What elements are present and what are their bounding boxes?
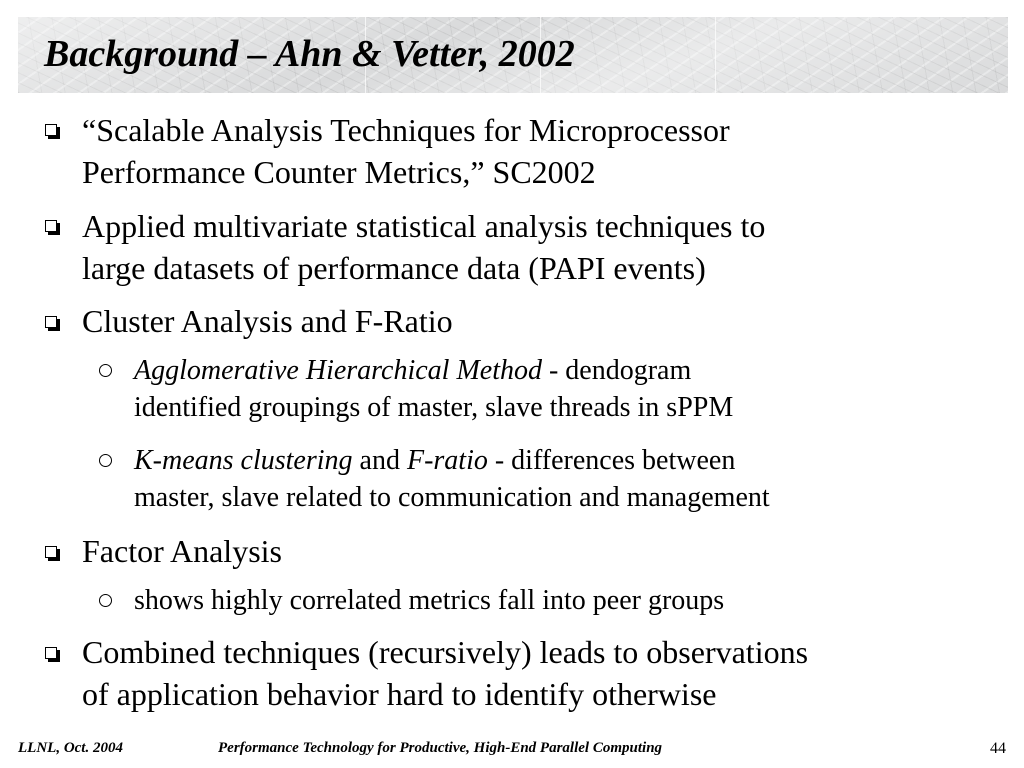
sub-bullet-text: - dendogram bbox=[541, 355, 692, 386]
page-number: 44 bbox=[990, 740, 1006, 757]
bullet-text: “Scalable Analysis Techniques for Microprocessor bbox=[82, 112, 730, 148]
method-name: K-means clustering bbox=[134, 445, 353, 476]
footer-center: Performance Technology for Productive, High-End Parallel Computing bbox=[218, 740, 663, 756]
square-bullet-icon bbox=[45, 546, 57, 558]
sub-bullet-text: shows highly correlated metrics fall into peer groups bbox=[134, 585, 725, 616]
square-bullet-icon bbox=[45, 316, 57, 328]
banner-seam bbox=[715, 17, 716, 93]
sub-bullet-text: master, slave related to communication and management bbox=[134, 482, 770, 513]
footer-left: LLNL, Oct. 2004 bbox=[18, 740, 123, 756]
sub-bullet-text: identified groupings of master, slave threads in sPPM bbox=[134, 392, 734, 423]
circle-bullet-icon bbox=[99, 364, 112, 377]
bullet-text: Cluster Analysis and F-Ratio bbox=[82, 303, 453, 339]
sub-bullet-text: - differences between bbox=[487, 445, 736, 476]
bullet-text: Applied multivariate statistical analysis techniques to bbox=[82, 208, 766, 244]
circle-bullet-icon bbox=[99, 454, 112, 467]
method-name: F-ratio bbox=[406, 445, 488, 476]
square-bullet-icon bbox=[45, 647, 57, 659]
bullet-text: of application behavior hard to identify otherwise bbox=[82, 676, 717, 712]
bullet-text: large datasets of performance data (PAPI events) bbox=[82, 250, 706, 286]
method-name: Agglomerative Hierarchical Method bbox=[134, 355, 542, 386]
sub-bullet-text: and bbox=[352, 445, 407, 476]
bullet-text: Combined techniques (recursively) leads to observations bbox=[82, 634, 809, 670]
square-bullet-icon bbox=[45, 220, 57, 232]
bullet-text: Factor Analysis bbox=[82, 533, 282, 569]
square-bullet-icon bbox=[45, 124, 57, 136]
slide-title: Background – Ahn & Vetter, 2002 bbox=[44, 33, 575, 75]
bullet-text: Performance Counter Metrics,” SC2002 bbox=[82, 154, 596, 190]
circle-bullet-icon bbox=[99, 594, 112, 607]
